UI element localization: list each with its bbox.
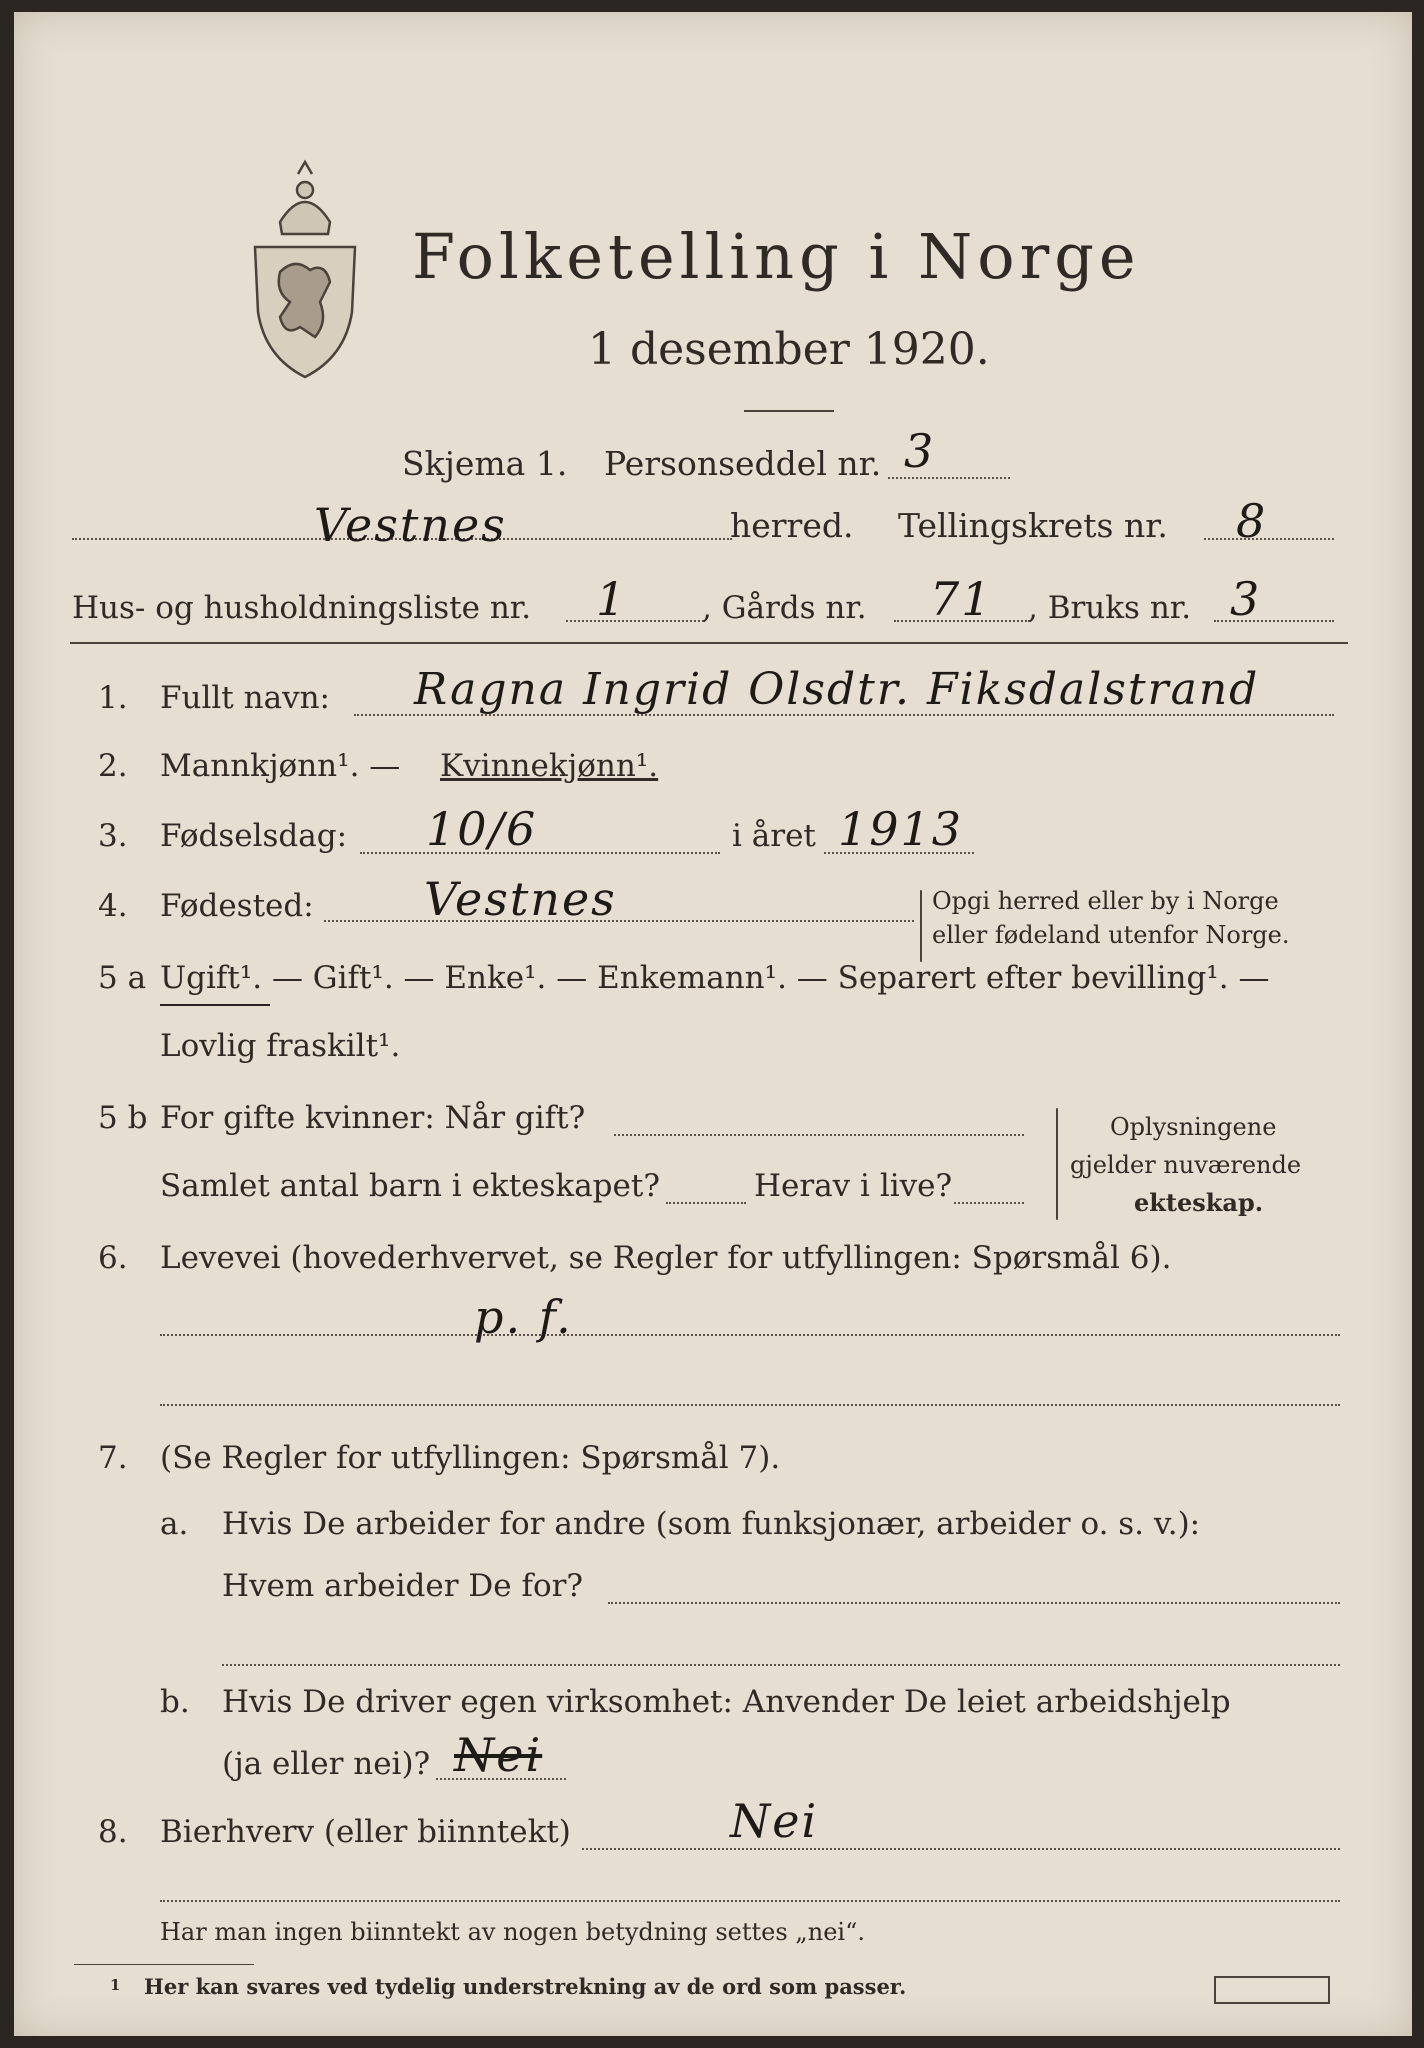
q5b-note-line2: gjelder nuværende	[1070, 1151, 1302, 1179]
q3-number: 3.	[98, 818, 128, 854]
q8-line	[582, 1848, 1340, 1850]
q4-value: Vestnes	[424, 872, 617, 926]
q6-value: p. f.	[474, 1290, 573, 1344]
q5b-alive-label: Herav i live?	[754, 1168, 953, 1204]
schema-label: Skjema 1.	[402, 444, 568, 483]
q8-number: 8.	[98, 1814, 128, 1850]
footnote-divider	[74, 1964, 254, 1965]
tellingskrets-line	[1204, 538, 1334, 540]
q7-number: 7.	[98, 1440, 128, 1476]
q7a-line-extra	[222, 1664, 1340, 1666]
q4-note-brace	[920, 890, 922, 962]
form-title: Folketelling i Norge	[412, 220, 1141, 293]
q5b-note-line3: ekteskap.	[1134, 1188, 1264, 1217]
gards-value: 71	[930, 572, 993, 626]
no-income-note: Har man ingen biinntekt av nogen betydning settes „nei“.	[160, 1918, 865, 1946]
q5b-note-brace	[1056, 1108, 1058, 1220]
footnote-text: Her kan svares ved tydelig understrekning av de ord som passer.	[144, 1974, 907, 1999]
gards-label: , Gårds nr.	[702, 590, 867, 626]
herred-label: herred.	[730, 506, 854, 545]
q3-line	[360, 852, 720, 854]
q6-number: 6.	[98, 1240, 128, 1276]
q5b-note-line1: Oplysningene	[1110, 1113, 1277, 1141]
q4-label: Fødested:	[160, 888, 314, 924]
q8-line-extra	[160, 1900, 1340, 1902]
header-divider	[70, 642, 1348, 644]
q5a-line2: Lovlig fraskilt¹.	[160, 1028, 401, 1064]
q6-line2	[160, 1404, 1340, 1406]
q8-label: Bierhverv (eller biinntekt)	[160, 1814, 571, 1850]
q2-male: Mannkjønn¹. —	[160, 748, 401, 784]
q5b-married-line	[614, 1134, 1024, 1136]
q7a-line1: Hvis De arbeider for andre (som funksjonær, arbeider o. s. v.):	[222, 1506, 1201, 1542]
bruks-value: 3	[1230, 572, 1262, 626]
q5b-number: 5 b	[98, 1100, 148, 1136]
q4-note-line2: eller fødeland utenfor Norge.	[932, 921, 1290, 949]
husholdningsliste-value: 1	[596, 572, 628, 626]
q5b-alive-line	[954, 1202, 1024, 1204]
q1-number: 1.	[98, 680, 128, 716]
bruks-label: , Bruks nr.	[1028, 590, 1192, 626]
personseddel-value: 3	[904, 424, 936, 478]
q7b-line1: Hvis De driver egen virksomhet: Anvender De leiet arbeidshjelp	[222, 1684, 1231, 1720]
census-form-page	[14, 12, 1412, 2036]
q1-value: Ragna Ingrid Olsdtr. Fiksdalstrand	[414, 664, 1260, 715]
q5a-ugift-underline	[160, 1004, 270, 1006]
q7b-letter: b.	[160, 1684, 190, 1720]
personseddel-label: Personseddel nr.	[604, 444, 882, 483]
q4-note-line1: Opgi herred eller by i Norge	[932, 887, 1279, 915]
q3-label: Fødselsdag:	[160, 818, 348, 854]
q3-year-value: 1913	[838, 802, 964, 856]
q5b-children-label: Samlet antal barn i ekteskapet?	[160, 1168, 660, 1204]
q2-female-underlined: Kvinnekjønn¹.	[440, 748, 659, 784]
q2-number: 2.	[98, 748, 128, 784]
husholdningsliste-line	[566, 620, 704, 622]
norwegian-coat-of-arms-icon	[240, 152, 370, 382]
tellingskrets-value: 8	[1236, 494, 1268, 548]
q4-line	[324, 920, 914, 922]
printer-mark-icon	[1214, 1976, 1330, 2004]
q7a-line2: Hvem arbeider De for?	[222, 1568, 584, 1604]
title-divider	[744, 410, 834, 412]
q3-value: 10/6	[426, 802, 538, 856]
q5a-line1: Ugift¹. — Gift¹. — Enke¹. — Enkemann¹. — Separert efter bevilling¹. —	[160, 960, 1270, 996]
herred-value: Vestnes	[314, 498, 507, 552]
tellingskrets-label: Tellingskrets nr.	[898, 506, 1168, 545]
q7a-line	[608, 1602, 1340, 1604]
q4-number: 4.	[98, 888, 128, 924]
q7-label: (Se Regler for utfyllingen: Spørsmål 7).	[160, 1440, 781, 1476]
q8-value: Nei	[730, 1794, 819, 1848]
footnote-mark: 1	[110, 1976, 121, 1994]
q3-year-label: i året	[732, 818, 816, 854]
q5b-line1: For gifte kvinner: Når gift?	[160, 1100, 586, 1136]
q6-line1	[160, 1334, 1340, 1336]
q7a-letter: a.	[160, 1506, 189, 1542]
q6-label: Levevei (hovederhvervet, se Regler for utfyllingen: Spørsmål 6).	[160, 1240, 1172, 1276]
q1-label: Fullt navn:	[160, 680, 330, 716]
q5b-children-line	[666, 1202, 746, 1204]
q7b-value: Nei	[454, 1728, 543, 1782]
husholdningsliste-label: Hus- og husholdningsliste nr.	[72, 590, 532, 626]
q7b-line2: (ja eller nei)?	[222, 1746, 431, 1782]
q5a-number: 5 a	[98, 960, 147, 996]
form-date: 1 desember 1920.	[588, 324, 990, 375]
